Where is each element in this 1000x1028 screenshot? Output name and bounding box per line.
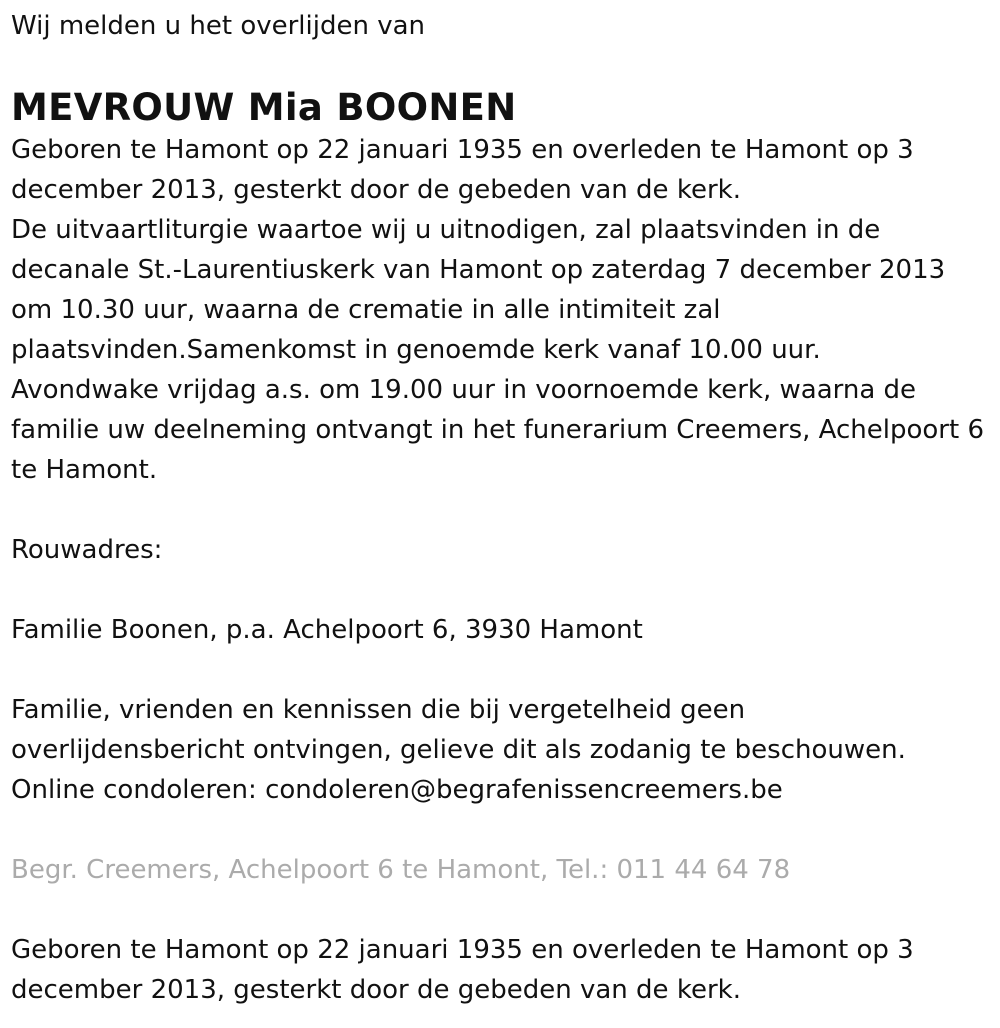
deceased-name: MEVROUW Mia BOONEN [11,86,517,129]
wake-text: Avondwake vrijdag a.s. om 19.00 uur in voornoemde kerk, waarna de familie uw deelneming ontvangt in het funerarium Creemers, Achelpoort 6 te Hamont. [11,375,984,485]
undertaker-info: Begr. Creemers, Achelpoort 6 te Hamont, Tel.: 011 44 64 78 [11,855,791,885]
condolences-line [11,770,986,810]
birth-death-repeat: Geboren te Hamont op 22 januari 1935 en overleden te Hamont op 3 december 2013, gesterkt door de gebeden van de kerk. [11,935,914,1005]
notice-text: Familie, vrienden en kennissen die bij vergetelheid geen overlijdensbericht ontvingen, gelieve dit als zodanig te beschouwen. [11,695,906,765]
mourning-address-label: Rouwadres: [11,535,163,565]
birth-death-text: Geboren te Hamont op 22 januari 1935 en overleden te Hamont op 3 december 2013, gesterkt door de gebeden van de kerk. [11,135,914,205]
intro-text: Wij melden u het overlijden van [11,11,426,41]
condolences-email[interactable]: condoleren@begrafenissencreemers.be [265,775,783,805]
condolences-label: Online condoleren: [11,775,266,805]
mourning-address: Familie Boonen, p.a. Achelpoort 6, 3930 Hamont [11,615,643,645]
obituary-document [11,6,986,1010]
funeral-text: De uitvaartliturgie waartoe wij u uitnodigen, zal plaatsvinden in de decanale St.-Laurentiuskerk van Hamont op zaterdag 7 december 2013 om 10.30 uur, waarna de crematie in alle intimiteit zal plaatsvinden.Samenkomst in genoemde kerk vanaf 10.00 uur. [11,215,946,365]
